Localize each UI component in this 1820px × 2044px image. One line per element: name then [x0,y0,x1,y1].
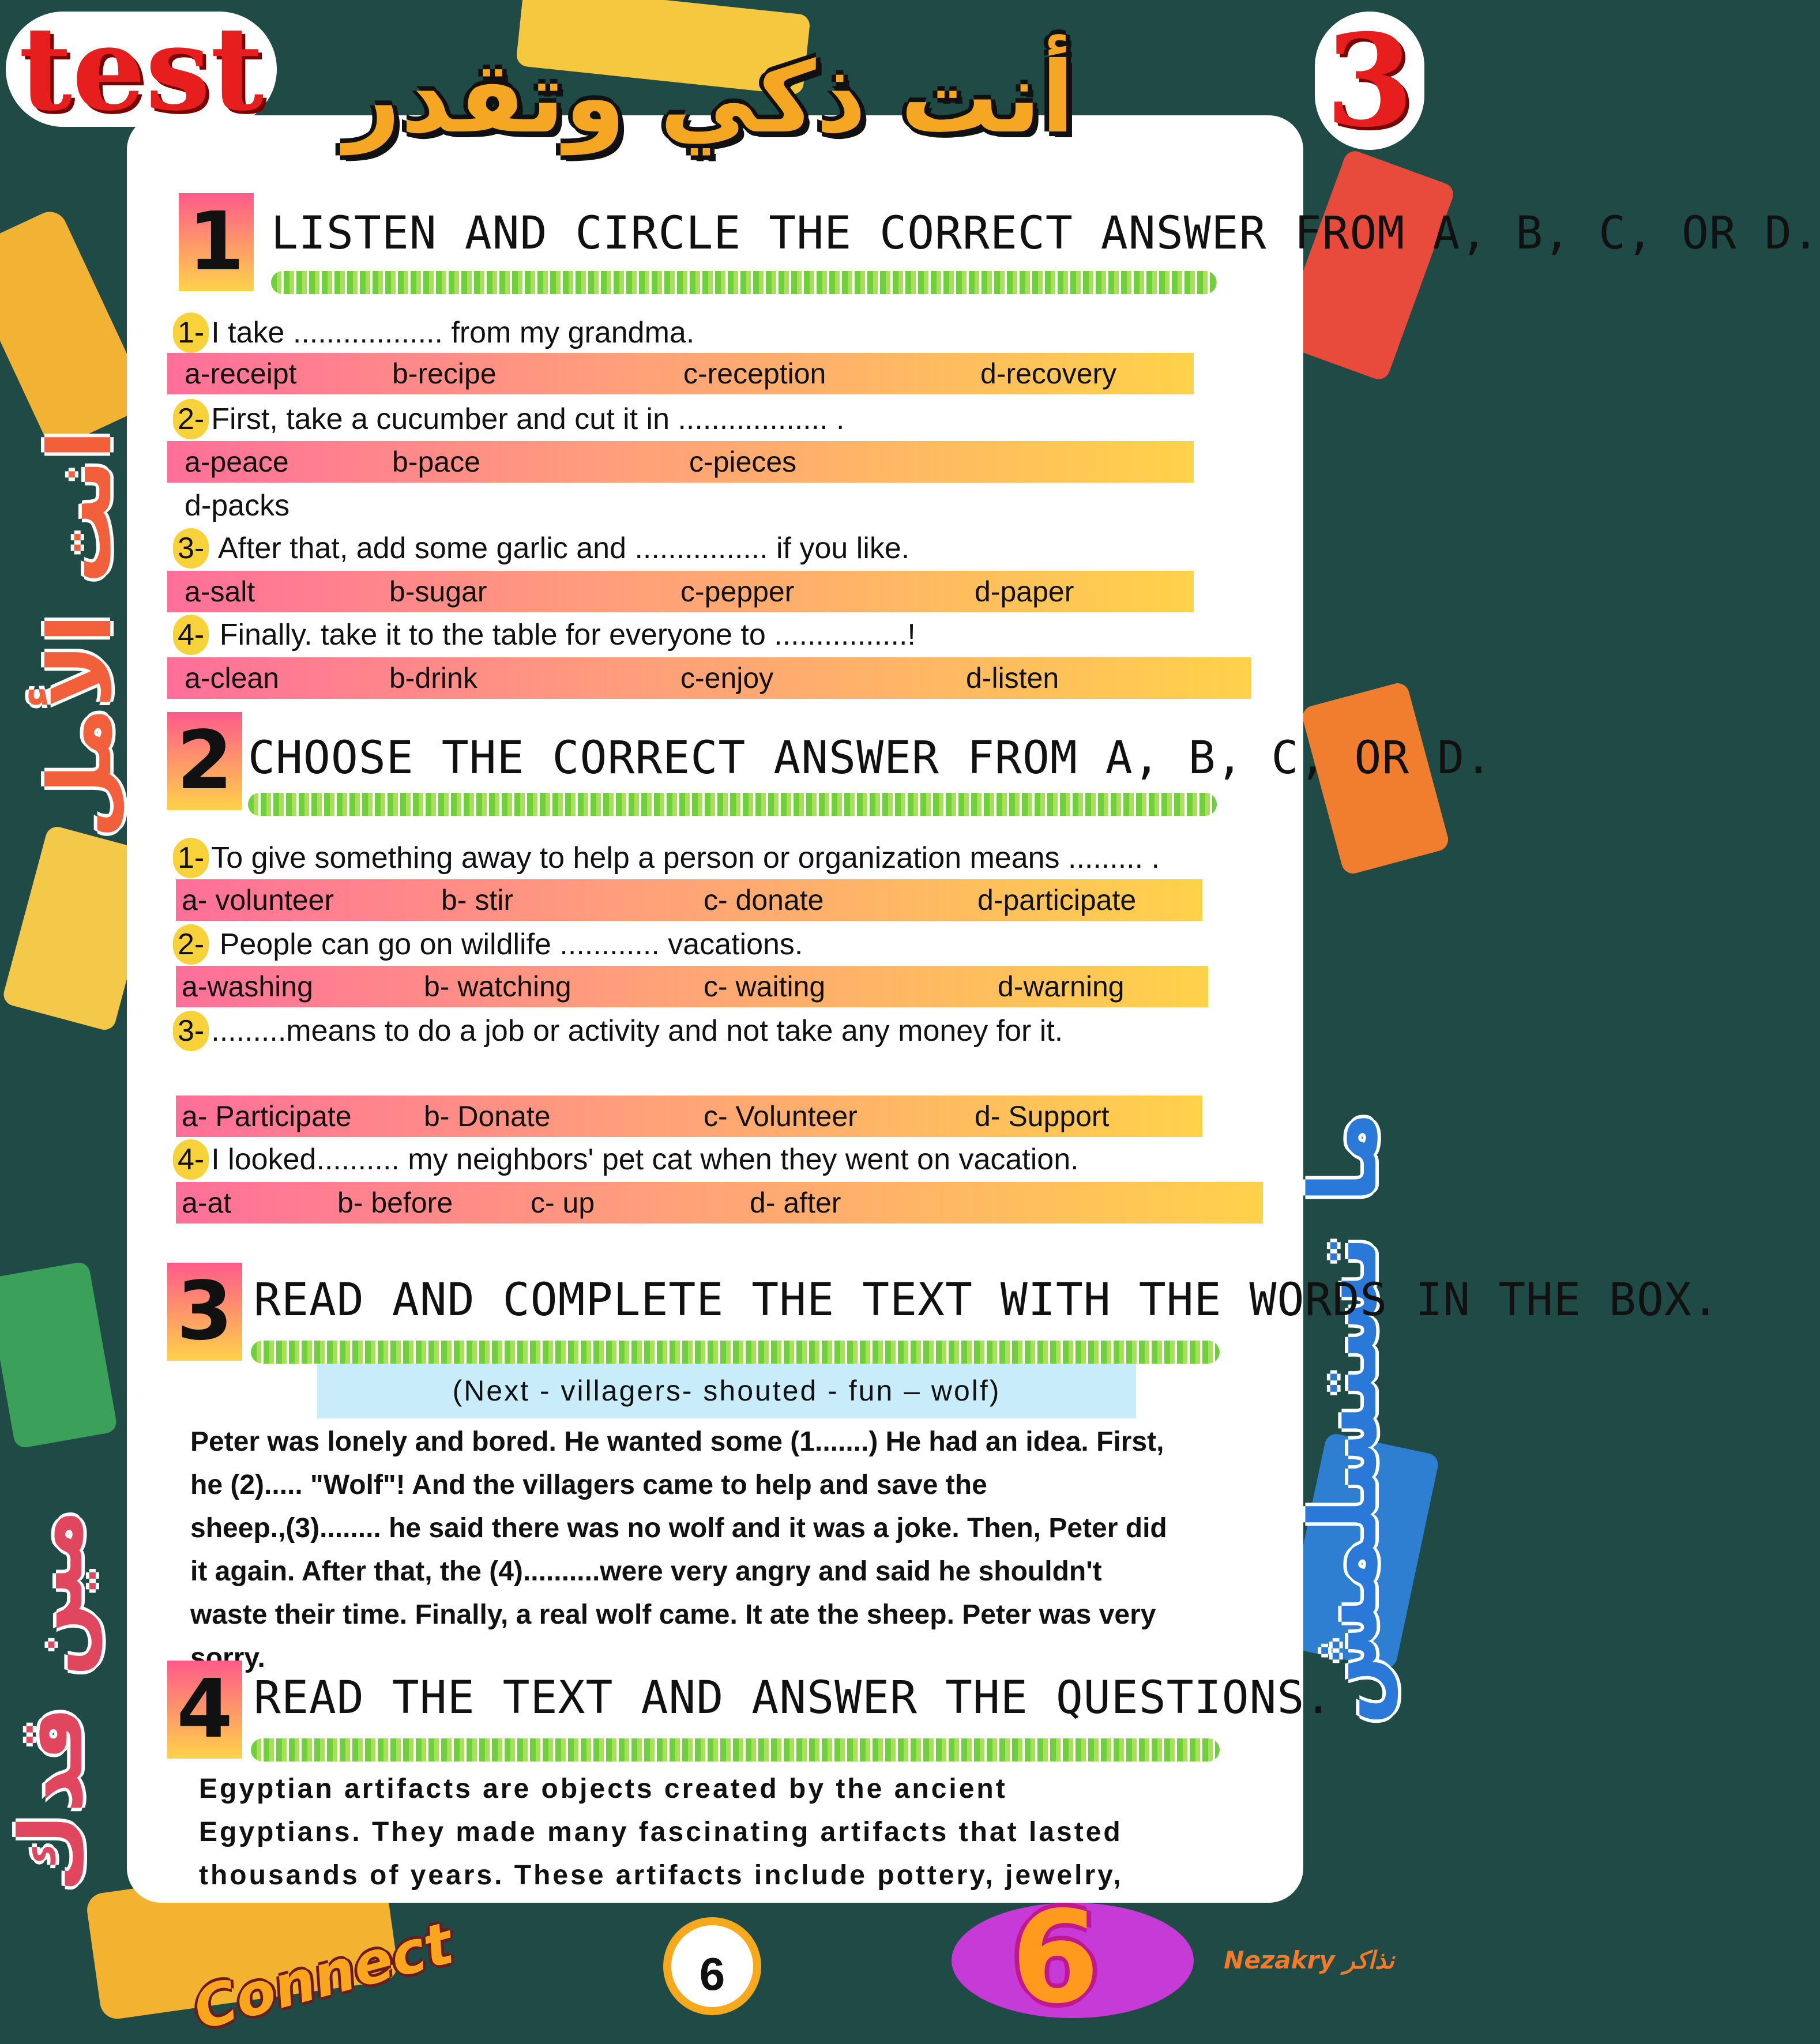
options-row [176,966,1208,1007]
option[interactable]: d- after [750,1187,841,1219]
question-line [173,615,916,655]
option[interactable]: b-pace [392,446,480,478]
option[interactable]: b- stir [441,884,513,916]
option[interactable]: c- donate [704,884,824,916]
text-line: thousands of years. These artifacts include pottery, jewelry, [199,1860,1123,1891]
options-row [167,353,1194,394]
section-4-header [167,1661,1333,1776]
options-row [176,1182,1263,1224]
option[interactable]: b- Donate [424,1100,551,1132]
option[interactable]: a- Participate [182,1100,352,1132]
option-overflow[interactable]: d-packs [185,489,290,522]
option[interactable]: a-clean [185,662,279,694]
option[interactable]: d- Support [975,1100,1110,1132]
question-text: People can go on wildlife ............ vacations. [211,928,803,961]
test-number: 3 [1315,12,1424,150]
option[interactable]: c- Volunteer [704,1100,858,1132]
section-1-header [179,193,1820,308]
connect-logo: Connect [186,1909,460,2043]
question-number: 1- [173,313,209,353]
section-number: 2 [167,712,242,810]
text-line: it again. After that, the (4)..........were very angry and said he shouldn't [190,1556,1102,1587]
option[interactable]: d-warning [998,970,1125,1003]
option[interactable]: c-pepper [680,575,795,608]
option[interactable]: b-recipe [392,357,497,390]
section-title: READ THE TEXT AND ANSWER THE QUESTIONS. [254,1672,1333,1724]
grass-divider [251,1341,1220,1364]
option[interactable]: c- waiting [704,970,826,1003]
completion-text [190,1420,1246,1657]
grass-divider [271,271,1217,294]
text-line: Peter was lonely and bored. He wanted some (1.......) He had an idea. First, [190,1426,1164,1457]
question-number: 3- [173,528,209,569]
option[interactable]: c-enjoy [680,662,774,694]
option[interactable]: d-participate [977,884,1137,916]
option[interactable]: d-recovery [980,357,1117,390]
question-number: 4- [173,615,209,655]
option[interactable]: c-pieces [689,446,797,478]
option[interactable]: b- before [337,1187,453,1219]
question-number: 4- [173,1139,209,1180]
section-number: 4 [167,1661,242,1759]
question-number: 2- [173,924,209,965]
option[interactable]: a-at [182,1187,232,1219]
question-line [173,924,803,965]
text-line: Egyptians. They made many fascinating artifacts that lasted [199,1817,1123,1847]
page-number: 6 [663,1917,761,2015]
question-text: First, take a cucumber and cut it in .................. . [211,402,845,436]
side-text-left-top: انت الأمل [31,430,131,839]
option[interactable]: c- up [531,1187,595,1219]
question-text: Finally. take it to the table for everyone to ................! [211,618,916,652]
option[interactable]: c-reception [683,357,826,390]
option[interactable]: b- watching [424,970,571,1003]
options-row [167,441,1194,483]
test-label: test [6,12,277,127]
section-title: CHOOSE THE CORRECT ANSWER FROM A, B, C, OR D. [248,732,1493,784]
text-line: sheep.,(3)........ he said there was no wolf and it was a joke. Then, Peter did [190,1513,1167,1544]
option[interactable]: b-drink [389,662,477,694]
arabic-title: أنت ذكي وتقدر [344,41,1075,155]
text-line: Egyptian artifacts are objects created by the ancient [199,1774,1007,1804]
options-row [176,879,1202,921]
question-line [173,528,909,569]
question-text: I looked.......... my neighbors' pet cat when they went on vacation. [211,1143,1079,1176]
option[interactable]: a-washing [182,970,313,1003]
section-title: READ AND COMPLETE THE TEXT WITH THE WORDS IN THE BOX. [254,1274,1720,1326]
question-text: I take .................. from my grandma. [211,316,695,349]
reading-text [199,1767,1237,1897]
option[interactable]: a-peace [185,446,289,478]
side-text-left-bottom: مين قدك [2,1510,102,1892]
question-line [173,838,1160,878]
options-row [167,657,1251,699]
option[interactable]: a-receipt [185,357,297,390]
text-line: he (2)..... "Wolf"! And the villagers came to help and save the [190,1470,987,1500]
section-number: 1 [179,193,254,291]
question-number: 2- [173,399,209,439]
grass-divider [248,793,1217,816]
question-number: 1- [173,838,209,878]
section-number: 3 [167,1263,242,1361]
text-line [190,1636,1246,1657]
question-line [173,1139,1079,1180]
grass-divider [251,1738,1220,1761]
option[interactable]: a- volunteer [182,884,334,916]
option[interactable]: a-salt [185,575,255,608]
word-box: (Next - villagers- shouted - fun – wolf) [317,1364,1136,1418]
options-row [176,1096,1202,1137]
question-line [173,1011,1063,1051]
brand-logo: Nezakry نذاكر [1224,1946,1394,1974]
options-row [167,571,1194,612]
question-number: 3- [173,1011,209,1051]
question-text: After that, add some garlic and ................ if you like. [211,532,910,565]
grade-number: 6 [1011,1884,1100,2031]
side-text-right: ما تستسلمش [1289,1111,1397,1726]
section-title: LISTEN AND CIRCLE THE CORRECT ANSWER FROM A, B, C, OR D. [271,208,1820,259]
question-text: .........means to do a job or activity and not take any money for it. [211,1014,1063,1048]
question-text: To give something away to help a person or organization means ......... . [211,841,1160,875]
section-2-header [167,712,1493,827]
section-3-header [167,1263,1720,1378]
option[interactable]: d-paper [975,575,1074,608]
text-line: waste their time. Finally, a real wolf came. It ate the sheep. Peter was very [190,1599,1156,1630]
option[interactable]: b-sugar [389,575,487,608]
option[interactable]: d-listen [966,662,1059,694]
question-line [173,399,844,439]
question-line [173,313,694,353]
